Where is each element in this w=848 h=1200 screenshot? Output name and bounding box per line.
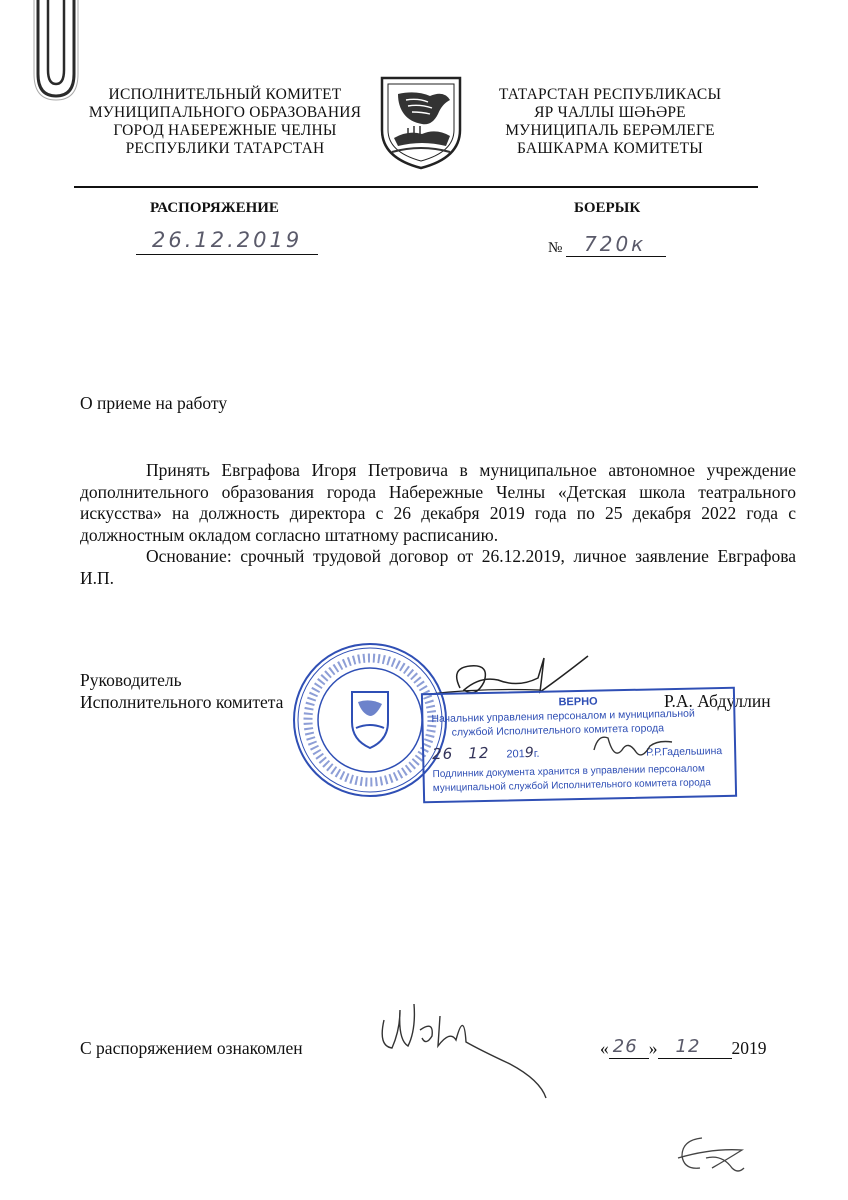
doc-type-tt: БОЕРЫК xyxy=(574,200,641,216)
stamp-line: службой Исполнительного комитета города xyxy=(451,722,665,739)
body-paragraph: Принять Евграфова Игоря Петровича в муниципальное автономное учреждение дополнительного образования города Набережные Челны «Детская школа театрального искусства» на должность директора с 26 декабря 2019 года по 25 декабря 2022 года с должностным окладом согласно штатному расписанию. xyxy=(80,460,796,545)
signatory-name: Р.А. Абдуллин xyxy=(664,691,771,711)
paperclip-icon xyxy=(28,0,80,102)
doc-date: 26.12.2019 xyxy=(152,228,303,252)
ack-year: 2019 xyxy=(731,1038,767,1058)
header-right-line: ТАТАРСТАН РЕСПУБЛИКАСЫ xyxy=(498,86,722,103)
header-right-line: ЯР ЧАЛЛЫ ШӘҺӘРЕ xyxy=(534,104,686,121)
ack-month-field xyxy=(658,1036,732,1059)
stamp-date-suffix: г. xyxy=(533,747,540,760)
stamp-date-year-prefix: 201 xyxy=(506,748,525,761)
ack-label: С распоряжением ознакомлен xyxy=(80,1038,303,1058)
doc-subject: О приеме на работу xyxy=(80,393,228,413)
header-divider xyxy=(74,186,758,188)
header-right-line: МУНИЦИПАЛЬ БЕРӘМЛЕГЕ xyxy=(505,122,715,139)
initials-mark xyxy=(672,1128,748,1180)
signatory-title-line: Руководитель xyxy=(80,670,182,690)
stamp-date-month: 12 xyxy=(468,743,490,763)
employee-signature xyxy=(370,990,590,1100)
header-left-line: ИСПОЛНИТЕЛЬНЫЙ КОМИТЕТ xyxy=(108,86,342,103)
ack-date xyxy=(600,1038,767,1059)
doc-number-field xyxy=(566,232,666,257)
doc-number-prefix: № xyxy=(548,240,563,256)
doc-date-field xyxy=(136,226,318,255)
doc-number: 720к xyxy=(584,232,647,256)
ack-day: 26 xyxy=(612,1036,638,1057)
ack-open-quote: « xyxy=(600,1038,609,1058)
stamp-line: Подлинник документа хранится в управлении персоналом xyxy=(432,763,705,781)
header-left xyxy=(80,86,370,158)
stamp-line: муниципальной службой Исполнительного комитета города xyxy=(432,777,712,795)
doc-type-ru: РАСПОРЯЖЕНИЕ xyxy=(150,200,279,216)
stamp-date-year-hand: 9 xyxy=(524,744,534,762)
header-left-line: РЕСПУБЛИКИ ТАТАРСТАН xyxy=(125,140,325,157)
body-paragraph: Основание: срочный трудовой договор от 26.12.2019, личное заявление Евграфова И.П. xyxy=(80,546,796,588)
header-left-line: ГОРОД НАБЕРЕЖНЫЕ ЧЕЛНЫ xyxy=(113,122,337,139)
stamp-signature xyxy=(588,730,678,770)
coat-of-arms-icon xyxy=(378,74,464,170)
doc-body xyxy=(80,460,796,589)
certification-stamp xyxy=(421,687,737,804)
stamp-name: Р.Р.Гадельшина xyxy=(646,745,723,759)
header-right xyxy=(472,86,748,158)
stamp-date-day: 26 xyxy=(431,744,454,764)
ack-close-quote: » xyxy=(648,1038,658,1058)
header-left-line: МУНИЦИПАЛЬНОГО ОБРАЗОВАНИЯ xyxy=(88,104,362,121)
stamp-line: Начальник управления персоналом и муниципальной xyxy=(431,707,695,726)
stamp-title: ВЕРНО xyxy=(558,695,598,709)
stamp-date xyxy=(432,743,540,763)
header-right-line: БАШКАРМА КОМИТЕТЫ xyxy=(517,140,703,157)
signatory-title xyxy=(80,669,283,713)
ack-day-field xyxy=(609,1036,649,1059)
ack-month: 12 xyxy=(675,1036,701,1057)
signatory-title-line: Исполнительного комитета xyxy=(80,692,284,712)
